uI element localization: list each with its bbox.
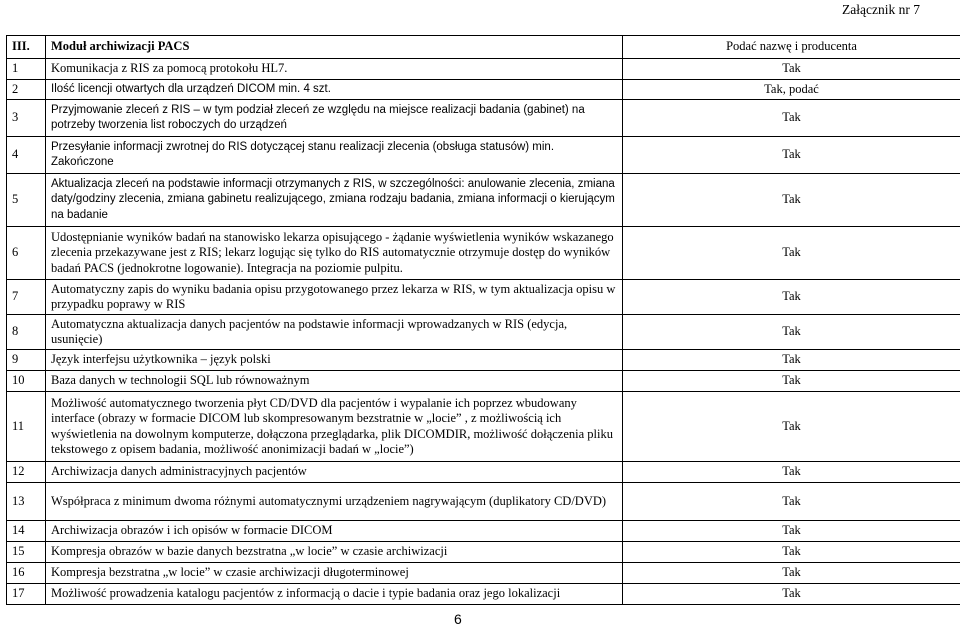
- row-answer: Tak: [623, 100, 960, 137]
- row-number: 5: [7, 174, 46, 227]
- row-number: 8: [7, 315, 46, 350]
- row-answer: Tak: [623, 392, 960, 462]
- row-requirement: Archiwizacja danych administracyjnych pacjentów: [46, 462, 623, 483]
- row-number: 3: [7, 100, 46, 137]
- table-row: [7, 59, 960, 80]
- row-requirement: Możliwość automatycznego tworzenia płyt CD/DVD dla pacjentów i wypalanie ich poprzez wbudowany interface (obrazy w formacie DICOM lub skompresowanym bezstratnie w „locie” , z możliwością ich wyświetlenia na dowolnym komputerze, dołączona przeglądarka, plik DICOMDIR, możliwość dołączenia pliku tekstowego z opisem badania, możliwość anonimizacji badań w „locie”): [46, 392, 623, 462]
- row-number: 11: [7, 392, 46, 462]
- row-number: 17: [7, 584, 46, 605]
- row-answer: Tak: [623, 584, 960, 605]
- row-answer: Tak: [623, 59, 960, 80]
- row-requirement: Automatyczna aktualizacja danych pacjentów na podstawie informacji wprowadzanych w RIS (edycja, usunięcie): [46, 315, 623, 350]
- row-number: 16: [7, 563, 46, 584]
- table-row: [7, 563, 960, 584]
- row-requirement: Automatyczny zapis do wyniku badania opisu przygotowanego przez lekarza w RIS, w tym aktualizacja opisu w przypadku poprawy w RIS: [46, 280, 623, 315]
- table-row: [7, 392, 960, 462]
- row-number: 14: [7, 521, 46, 542]
- table-row: [7, 350, 960, 371]
- row-number: 13: [7, 483, 46, 521]
- row-requirement: Przesyłanie informacji zwrotnej do RIS dotyczącej stanu realizacji zlecenia (obsługa statusów) min. Zakończone: [46, 137, 623, 174]
- requirements-table: [6, 35, 960, 605]
- row-number: 4: [7, 137, 46, 174]
- table-row: [7, 371, 960, 392]
- row-answer: Tak: [623, 483, 960, 521]
- section-number: III.: [7, 36, 46, 59]
- table-row: [7, 483, 960, 521]
- row-requirement: Język interfejsu użytkownika – język polski: [46, 350, 623, 371]
- row-number: 15: [7, 542, 46, 563]
- table-row: [7, 521, 960, 542]
- row-answer: Tak: [623, 280, 960, 315]
- table-row: [7, 174, 960, 227]
- table-row: [7, 280, 960, 315]
- row-answer: Tak: [623, 227, 960, 280]
- row-number: 1: [7, 59, 46, 80]
- table-row: [7, 542, 960, 563]
- row-requirement: Ilość licencji otwartych dla urządzeń DICOM min. 4 szt.: [46, 80, 623, 100]
- row-requirement: Archiwizacja obrazów i ich opisów w formacie DICOM: [46, 521, 623, 542]
- row-number: 12: [7, 462, 46, 483]
- row-requirement: Kompresja bezstratna „w locie” w czasie archiwizacji długoterminowej: [46, 563, 623, 584]
- row-requirement: Aktualizacja zleceń na podstawie informacji otrzymanych z RIS, w szczególności: anulowanie zlecenia, zmiana daty/godziny zlecenia, zmiana gabinetu realizującego, zmiana rodzaju badania, zmiana informacji o kierującym na badanie: [46, 174, 623, 227]
- row-requirement: Możliwość prowadzenia katalogu pacjentów z informacją o dacie i typie badania oraz jego lokalizacji: [46, 584, 623, 605]
- row-number: 2: [7, 80, 46, 100]
- row-answer: Tak: [623, 521, 960, 542]
- row-requirement: Przyjmowanie zleceń z RIS – w tym podział zleceń ze względu na miejsce realizacji badania (gabinet) na potrzeby tworzenia list roboczych do urządzeń: [46, 100, 623, 137]
- row-answer: Tak: [623, 462, 960, 483]
- table-row: [7, 80, 960, 100]
- row-requirement: Baza danych w technologii SQL lub równoważnym: [46, 371, 623, 392]
- row-number: 6: [7, 227, 46, 280]
- table-row: [7, 100, 960, 137]
- row-requirement: Kompresja obrazów w bazie danych bezstratna „w locie” w czasie archiwizacji: [46, 542, 623, 563]
- table-row: [7, 462, 960, 483]
- table-row: [7, 227, 960, 280]
- row-answer: Tak: [623, 174, 960, 227]
- row-answer: Tak: [623, 350, 960, 371]
- row-number: 7: [7, 280, 46, 315]
- table-row: [7, 137, 960, 174]
- row-answer: Tak, podać: [623, 80, 960, 100]
- table-row: [7, 584, 960, 605]
- row-answer: Tak: [623, 371, 960, 392]
- row-number: 9: [7, 350, 46, 371]
- row-answer: Tak: [623, 563, 960, 584]
- row-requirement: Współpraca z minimum dwoma różnymi automatycznymi urządzeniem nagrywającym (duplikatory CD/DVD): [46, 483, 623, 521]
- row-requirement: Udostępnianie wyników badań na stanowisko lekarza opisującego - żądanie wyświetlenia wyników wskazanego zlecenia przekazywane jest z RIS; lekarz logując się tylko do RIS automatycznie otrzymuje dostęp do wyników badań PACS (jednokrotne logowanie). Integracja na poziomie pulpitu.: [46, 227, 623, 280]
- row-answer: Tak: [623, 137, 960, 174]
- row-requirement: Komunikacja z RIS za pomocą protokołu HL7.: [46, 59, 623, 80]
- row-number: 10: [7, 371, 46, 392]
- page-number: 6: [454, 611, 462, 627]
- table-header-row: [7, 36, 960, 59]
- row-answer: Tak: [623, 542, 960, 563]
- row-answer: Tak: [623, 315, 960, 350]
- table-row: [7, 315, 960, 350]
- attachment-label: Załącznik nr 7: [842, 2, 920, 17]
- module-title: Moduł archiwizacji PACS: [46, 36, 623, 59]
- answer-column-header: Podać nazwę i producenta: [623, 36, 960, 59]
